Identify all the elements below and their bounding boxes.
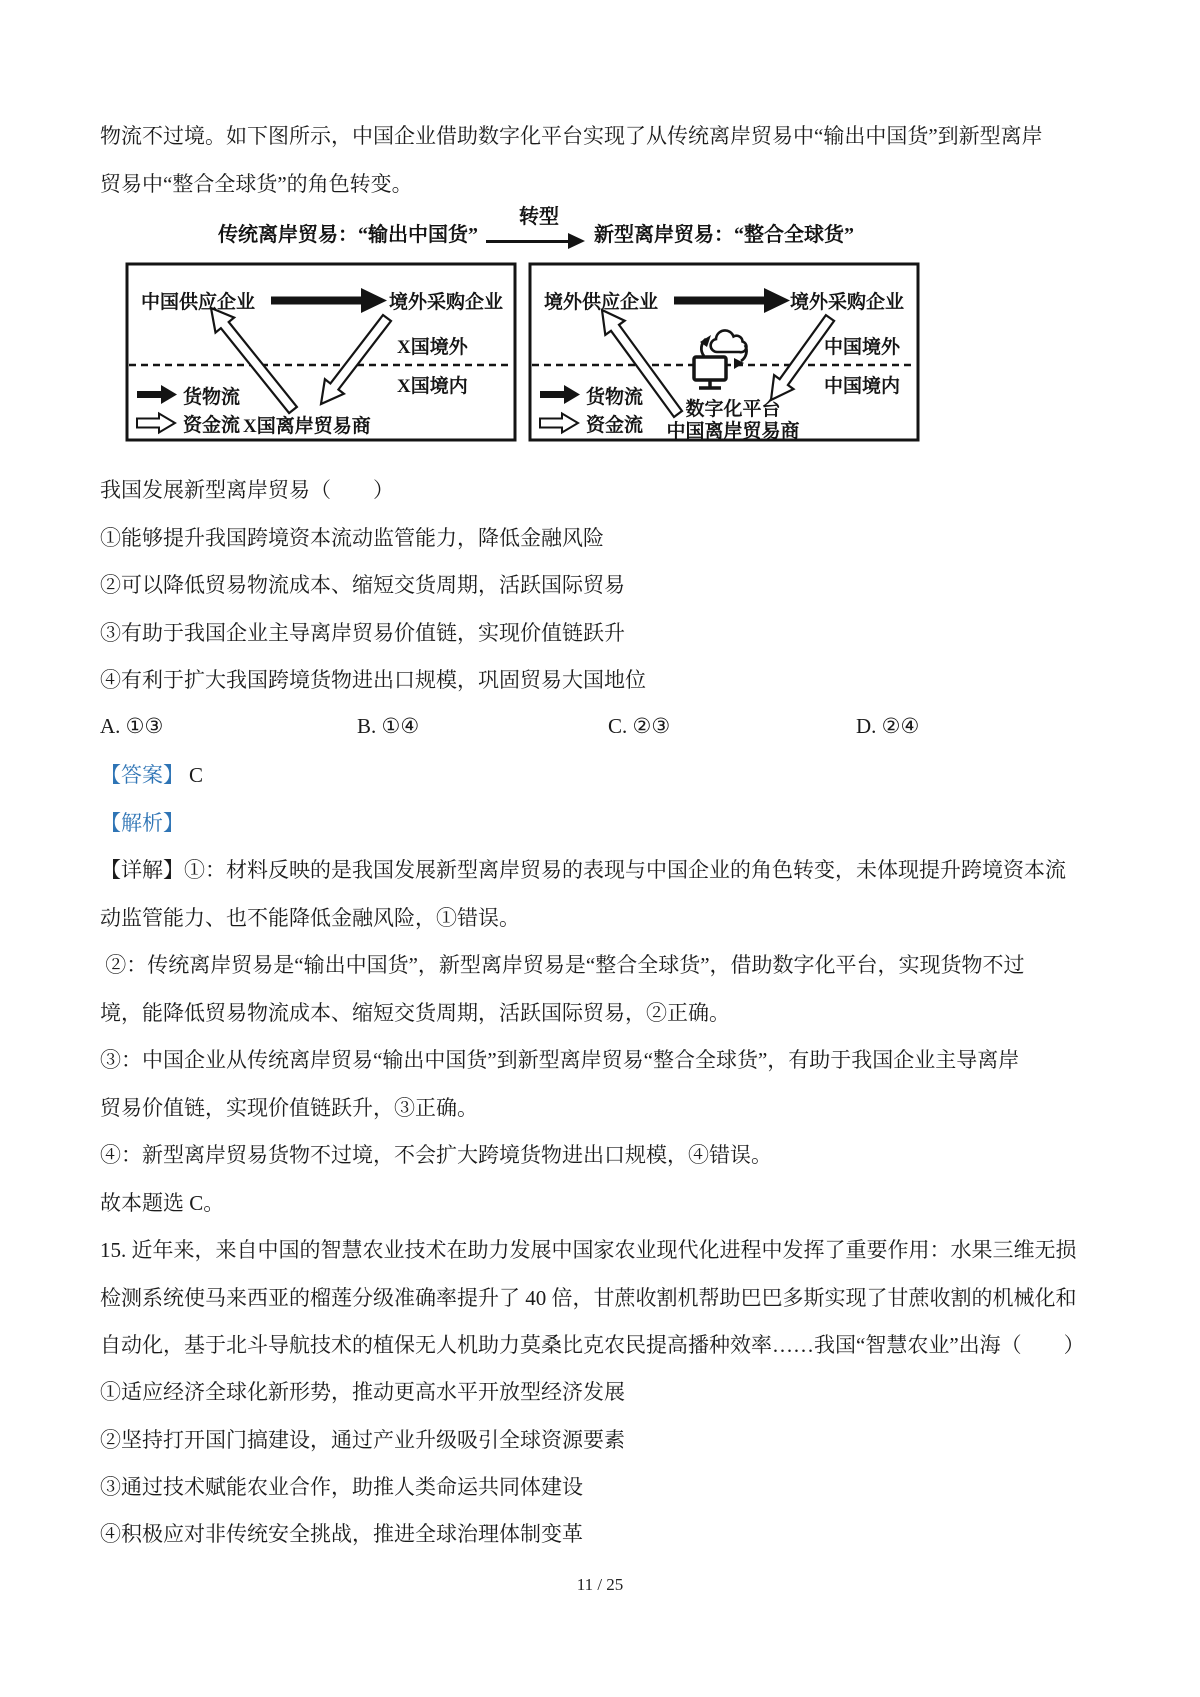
page-number: 11 / 25 — [576, 1575, 624, 1594]
platform-label: 数字化平台 — [685, 399, 781, 420]
buyer-label: 境外采购企业 — [790, 292, 905, 313]
legend-goods-label: 货物流 — [586, 387, 644, 408]
legend-funds-label: 资金流 — [183, 415, 241, 436]
choice-b: B. ①④ — [357, 714, 420, 738]
transform-label: 转型 — [519, 206, 559, 228]
digital-platform-icon — [694, 330, 747, 388]
funds-flow-down-arrow-icon — [321, 315, 391, 404]
goods-flow-arrow — [271, 297, 363, 305]
statement-4: ④有利于扩大我国跨境货物进出口规模，巩固贸易大国地位 — [100, 668, 646, 692]
explanation-line: ③：中国企业从传统离岸贸易“输出中国货”到新型离岸贸易“整合全球货”，有助于我国企业主导离岸 — [100, 1048, 1020, 1072]
analysis-label: 【解析】 — [100, 811, 184, 835]
legend-funds-arrow-icon — [540, 414, 578, 433]
legend-goods-arrow-head-icon — [564, 385, 580, 404]
question15-line: 检测系统使马来西亚的榴莲分级准确率提升了 40 倍，甘蔗收割机帮助巴巴多斯实现了甘蔗收割的机械化和 — [100, 1286, 1077, 1310]
answer-label: 【答案】 — [100, 763, 184, 787]
statement-3: ③有助于我国企业主导离岸贸易价值链，实现价值链跃升 — [100, 621, 625, 645]
supplier-label: 中国供应企业 — [141, 292, 256, 313]
cloud-icon — [711, 330, 747, 352]
diagram-title-left: 传统离岸贸易：“输出中国货” — [218, 224, 478, 246]
transform-arrow-shaft — [486, 240, 570, 243]
legend-funds-label: 资金流 — [586, 415, 644, 436]
goods-flow-arrow-head-icon — [361, 288, 387, 313]
intro-line-1: 物流不过境。如下图所示，中国企业借助数字化平台实现了从传统离岸贸易中“输出中国货”到新型离岸 — [100, 124, 1043, 148]
statement-1: ①能够提升我国跨境资本流动监管能力，降低金融风险 — [100, 526, 604, 550]
legend-goods-arrow-icon — [540, 391, 564, 398]
explanation-line: ②：传统离岸贸易是“输出中国货”，新型离岸贸易是“整合全球货”，借助数字化平台，实现货物不过 — [100, 953, 1025, 977]
question15-line: 15. 近年来，来自中国的智慧农业技术在助力发展中国家农业现代化进程中发挥了重要作用：水果三维无损 — [100, 1238, 1077, 1262]
question15-statement-1: ①适应经济全球化新形势，推动更高水平开放型经济发展 — [100, 1380, 625, 1404]
question15-statement-2: ②坚持打开国门搞建设，通过产业升级吸引全球资源要素 — [100, 1428, 625, 1452]
legend-goods-arrow-head-icon — [161, 385, 177, 404]
legend-funds-arrow-icon — [137, 414, 175, 433]
answer-value: C — [189, 763, 204, 787]
intro-line-2: 贸易中“整合全球货”的角色转变。 — [100, 172, 413, 196]
region-outside-label: X国境外 — [397, 337, 468, 358]
goods-flow-arrow-head-icon — [764, 288, 790, 313]
explanation-line: 贸易价值链，实现价值链跃升，③正确。 — [100, 1096, 478, 1120]
traditional-trade-box — [125, 262, 517, 442]
monitor-icon — [694, 357, 726, 380]
diagram-title-right: 新型离岸贸易：“整合全球货” — [594, 224, 854, 246]
region-inside-label: X国境内 — [397, 376, 468, 397]
explanation-conclusion: 故本题选 C。 — [100, 1191, 225, 1215]
goods-flow-arrow — [674, 297, 766, 305]
transform-arrow-head-icon — [568, 233, 585, 249]
explanation-line: 【详解】①：材料反映的是我国发展新型离岸贸易的表现与中国企业的角色转变，未体现提升跨境资本流 — [100, 858, 1066, 882]
choice-a: A. ①③ — [100, 714, 164, 738]
explanation-line: 境，能降低贸易物流成本、缩短交货周期，活跃国际贸易，②正确。 — [100, 1001, 730, 1025]
legend-goods-label: 货物流 — [183, 387, 241, 408]
legend-goods-arrow-icon — [137, 391, 161, 398]
choice-d: D. ②④ — [856, 714, 920, 738]
buyer-label: 境外采购企业 — [389, 292, 504, 313]
trader-label: 中国离岸贸易商 — [666, 421, 800, 442]
question15-statement-4: ④积极应对非传统安全挑战，推进全球治理体制变革 — [100, 1522, 583, 1546]
trader-label: X国离岸贸易商 — [243, 416, 371, 437]
statement-2: ②可以降低贸易物流成本、缩短交货周期，活跃国际贸易 — [100, 573, 625, 597]
answer-line — [100, 761, 203, 789]
new-trade-box — [528, 262, 920, 442]
supplier-label: 境外供应企业 — [544, 292, 659, 313]
region-inside-label: 中国境内 — [824, 376, 901, 397]
choice-c: C. ②③ — [608, 714, 671, 738]
question15-statement-3: ③通过技术赋能农业合作，助推人类命运共同体建设 — [100, 1475, 583, 1499]
offshore-trade-diagram — [100, 196, 1100, 446]
question-stem: 我国发展新型离岸贸易（ ） — [100, 478, 394, 502]
region-outside-label: 中国境外 — [824, 337, 901, 358]
question15-line: 自动化，基于北斗导航技术的植保无人机助力莫桑比克农民提高播种效率……我国“智慧农业”出海（ ） — [100, 1333, 1085, 1357]
explanation-line: ④：新型离岸贸易货物不过境，不会扩大跨境货物进出口规模，④错误。 — [100, 1143, 772, 1167]
explanation-line: 动监管能力、也不能降低金融风险，①错误。 — [100, 906, 520, 930]
